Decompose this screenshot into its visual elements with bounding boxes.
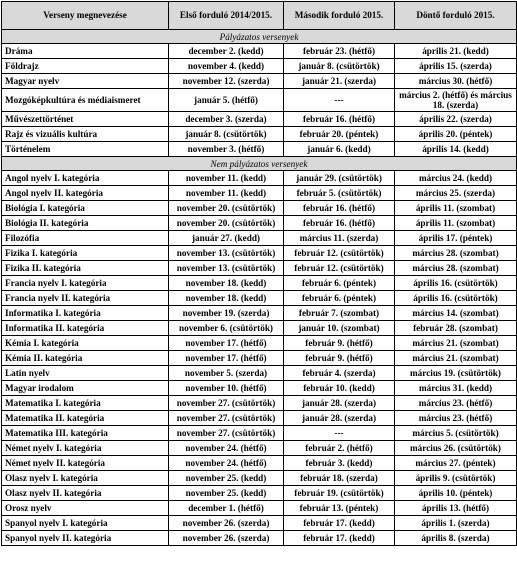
final-round-date-cell: március 28. (szombat) <box>395 246 517 261</box>
second-round-date-cell: január 8. (csütörtök) <box>284 59 395 74</box>
final-round-date-cell: március 19. (csütörtök) <box>395 366 517 381</box>
header-second-round: Második forduló 2015. <box>284 2 395 30</box>
competition-name-cell: Spanyol nyelv II. kategória <box>2 531 169 546</box>
competition-name-cell: Földrajz <box>2 59 169 74</box>
final-round-date-cell: április 15. (szerda) <box>395 59 517 74</box>
final-round-date-cell: április 11. (szombat) <box>395 216 517 231</box>
competition-name-cell: Kémia I. kategória <box>2 336 169 351</box>
table-body <box>2 30 517 546</box>
second-round-date-cell: január 28. (szerda) <box>284 411 395 426</box>
final-round-date-cell: március 24. (kedd) <box>395 171 517 186</box>
second-round-date-cell: február 13. (péntek) <box>284 501 395 516</box>
table-row <box>2 276 517 291</box>
final-round-date-cell: március 21. (szombat) <box>395 351 517 366</box>
first-round-date-cell: január 8. (csütörtök) <box>169 127 284 142</box>
final-round-date-cell: március 5. (csütörtök) <box>395 426 517 441</box>
final-round-date-cell: március 31. (kedd) <box>395 381 517 396</box>
final-round-date-cell: március 23. (hétfő) <box>395 411 517 426</box>
section-header-row <box>2 157 517 171</box>
table-row <box>2 201 517 216</box>
section-header-row <box>2 30 517 44</box>
second-round-date-cell: február 18. (szerda) <box>284 471 395 486</box>
table-row <box>2 112 517 127</box>
competition-name-cell: Német nyelv I. kategória <box>2 441 169 456</box>
table-row <box>2 246 517 261</box>
table-row <box>2 231 517 246</box>
table-row <box>2 59 517 74</box>
competition-name-cell: Francia nyelv II. kategória <box>2 291 169 306</box>
table-row <box>2 306 517 321</box>
table-row <box>2 471 517 486</box>
final-round-date-cell: április 8. (szerda) <box>395 531 517 546</box>
competition-name-cell: Informatika II. kategória <box>2 321 169 336</box>
second-round-date-cell: február 12. (csütörtök) <box>284 246 395 261</box>
final-round-date-cell: április 14. (kedd) <box>395 142 517 157</box>
first-round-date-cell: november 27. (csütörtök) <box>169 396 284 411</box>
table-row <box>2 44 517 59</box>
final-round-date-cell: április 17. (péntek) <box>395 231 517 246</box>
first-round-date-cell: november 5. (szerda) <box>169 366 284 381</box>
table-row <box>2 366 517 381</box>
competition-name-cell: Latin nyelv <box>2 366 169 381</box>
table-row <box>2 186 517 201</box>
table-row <box>2 441 517 456</box>
first-round-date-cell: november 24. (hétfő) <box>169 441 284 456</box>
second-round-date-cell: február 6. (péntek) <box>284 276 395 291</box>
final-round-date-cell: április 10. (péntek) <box>395 486 517 501</box>
competition-name-cell: Matematika I. kategória <box>2 396 169 411</box>
competition-name-cell: Matematika II. kategória <box>2 411 169 426</box>
table-header <box>2 2 517 30</box>
first-round-date-cell: november 12. (szerda) <box>169 74 284 89</box>
table-row <box>2 426 517 441</box>
final-round-date-cell: április 16. (csütörtök) <box>395 291 517 306</box>
first-round-date-cell: november 17. (hétfő) <box>169 336 284 351</box>
final-round-date-cell: március 27. (péntek) <box>395 456 517 471</box>
table-row <box>2 516 517 531</box>
second-round-date-cell: február 5. (csütörtök) <box>284 186 395 201</box>
first-round-date-cell: december 3. (szerda) <box>169 112 284 127</box>
table-row <box>2 261 517 276</box>
first-round-date-cell: november 11. (kedd) <box>169 186 284 201</box>
first-round-date-cell: december 1. (hétfő) <box>169 501 284 516</box>
competition-name-cell: Dráma <box>2 44 169 59</box>
competition-name-cell: Informatika I. kategória <box>2 306 169 321</box>
first-round-date-cell: november 25. (kedd) <box>169 486 284 501</box>
final-round-date-cell: március 28. (szombat) <box>395 261 517 276</box>
second-round-date-cell: február 9. (hétfő) <box>284 336 395 351</box>
competition-name-cell: Matematika III. kategória <box>2 426 169 441</box>
table-row <box>2 216 517 231</box>
table-row <box>2 411 517 426</box>
table-row <box>2 321 517 336</box>
competition-name-cell: Kémia II. kategória <box>2 351 169 366</box>
competition-name-cell: Olasz nyelv I. kategória <box>2 471 169 486</box>
table-row <box>2 486 517 501</box>
second-round-date-cell: február 16. (hétfő) <box>284 216 395 231</box>
final-round-date-cell: február 28. (szombat) <box>395 321 517 336</box>
second-round-date-cell: január 10. (szombat) <box>284 321 395 336</box>
first-round-date-cell: november 19. (szerda) <box>169 306 284 321</box>
first-round-date-cell: november 3. (hétfő) <box>169 142 284 157</box>
table-row <box>2 396 517 411</box>
second-round-date-cell: február 9. (hétfő) <box>284 351 395 366</box>
first-round-date-cell: november 6. (csütörtök) <box>169 321 284 336</box>
table-row <box>2 336 517 351</box>
table-row <box>2 142 517 157</box>
first-round-date-cell: november 18. (kedd) <box>169 276 284 291</box>
first-round-date-cell: november 20. (csütörtök) <box>169 201 284 216</box>
header-row <box>2 2 517 30</box>
final-round-date-cell: április 21. (kedd) <box>395 44 517 59</box>
first-round-date-cell: november 4. (kedd) <box>169 59 284 74</box>
first-round-date-cell: december 2. (kedd) <box>169 44 284 59</box>
competition-name-cell: Fizika I. kategória <box>2 246 169 261</box>
competition-name-cell: Magyar nyelv <box>2 74 169 89</box>
competition-name-cell: Angol nyelv II. kategória <box>2 186 169 201</box>
competition-name-cell: Olasz nyelv II. kategória <box>2 486 169 501</box>
final-round-date-cell: március 2. (hétfő) és március 18. (szerda) <box>395 89 517 112</box>
second-round-date-cell: február 20. (péntek) <box>284 127 395 142</box>
second-round-date-cell: január 6. (kedd) <box>284 142 395 157</box>
second-round-date-cell: január 29. (csütörtök) <box>284 171 395 186</box>
competition-name-cell: Mozgóképkultúra és médiaismeret <box>2 89 169 112</box>
first-round-date-cell: november 24. (hétfő) <box>169 456 284 471</box>
second-round-date-cell: február 2. (hétfő) <box>284 441 395 456</box>
competition-name-cell: Rajz és vizuális kultúra <box>2 127 169 142</box>
final-round-date-cell: március 23. (hétfő) <box>395 396 517 411</box>
competition-name-cell: Biológia II. kategória <box>2 216 169 231</box>
section-title: Nem pályázatos versenyek <box>2 157 517 171</box>
final-round-date-cell: április 13. (hétfő) <box>395 501 517 516</box>
second-round-date-cell: február 17. (kedd) <box>284 531 395 546</box>
first-round-date-cell: január 5. (hétfő) <box>169 89 284 112</box>
first-round-date-cell: november 25. (kedd) <box>169 471 284 486</box>
table-row <box>2 74 517 89</box>
competition-name-cell: Francia nyelv I. kategória <box>2 276 169 291</box>
competition-name-cell: Magyar irodalom <box>2 381 169 396</box>
table-row <box>2 501 517 516</box>
second-round-date-cell: február 4. (szerda) <box>284 366 395 381</box>
header-competition-name: Verseny megnevezése <box>2 2 169 30</box>
competition-schedule-table <box>1 1 517 546</box>
final-round-date-cell: április 20. (péntek) <box>395 127 517 142</box>
second-round-date-cell: február 3. (kedd) <box>284 456 395 471</box>
table-row <box>2 127 517 142</box>
final-round-date-cell: április 16. (csütörtök) <box>395 276 517 291</box>
second-round-date-cell: március 11. (szerda) <box>284 231 395 246</box>
second-round-date-cell: január 28. (szerda) <box>284 396 395 411</box>
second-round-date-cell: február 7. (szombat) <box>284 306 395 321</box>
header-first-round: Első forduló 2014/2015. <box>169 2 284 30</box>
competition-name-cell: Spanyol nyelv I. kategória <box>2 516 169 531</box>
table-row <box>2 381 517 396</box>
final-round-date-cell: március 25. (szerda) <box>395 186 517 201</box>
first-round-date-cell: november 20. (csütörtök) <box>169 216 284 231</box>
second-round-date-cell: február 12. (csütörtök) <box>284 261 395 276</box>
section-title: Pályázatos versenyek <box>2 30 517 44</box>
final-round-date-cell: április 11. (szombat) <box>395 201 517 216</box>
first-round-date-cell: november 27. (csütörtök) <box>169 426 284 441</box>
competition-name-cell: Történelem <box>2 142 169 157</box>
competition-name-cell: Filozófia <box>2 231 169 246</box>
table-row <box>2 89 517 112</box>
first-round-date-cell: január 27. (kedd) <box>169 231 284 246</box>
final-round-date-cell: március 26. (csütörtök) <box>395 441 517 456</box>
first-round-date-cell: november 26. (szerda) <box>169 516 284 531</box>
first-round-date-cell: november 18. (kedd) <box>169 291 284 306</box>
competition-name-cell: Német nyelv II. kategória <box>2 456 169 471</box>
second-round-date-cell: február 23. (hétfő) <box>284 44 395 59</box>
final-round-date-cell: április 1. (szerda) <box>395 516 517 531</box>
final-round-date-cell: április 22. (szerda) <box>395 112 517 127</box>
final-round-date-cell: március 21. (szombat) <box>395 336 517 351</box>
competition-name-cell: Angol nyelv I. kategória <box>2 171 169 186</box>
first-round-date-cell: november 13. (csütörtök) <box>169 261 284 276</box>
final-round-date-cell: április 9. (csütörtök) <box>395 471 517 486</box>
second-round-date-cell: --- <box>284 89 395 112</box>
competition-name-cell: Fizika II. kategória <box>2 261 169 276</box>
second-round-date-cell: február 17. (kedd) <box>284 516 395 531</box>
second-round-date-cell: február 19. (csütörtök) <box>284 486 395 501</box>
competition-name-cell: Orosz nyelv <box>2 501 169 516</box>
table-row <box>2 531 517 546</box>
competition-name-cell: Művészettörténet <box>2 112 169 127</box>
header-final-round: Döntő forduló 2015. <box>395 2 517 30</box>
competition-name-cell: Biológia I. kategória <box>2 201 169 216</box>
first-round-date-cell: november 10. (hétfő) <box>169 381 284 396</box>
second-round-date-cell: január 21. (szerda) <box>284 74 395 89</box>
first-round-date-cell: november 13. (csütörtök) <box>169 246 284 261</box>
table-row <box>2 291 517 306</box>
second-round-date-cell: február 16. (hétfő) <box>284 201 395 216</box>
second-round-date-cell: február 10. (kedd) <box>284 381 395 396</box>
table-row <box>2 456 517 471</box>
second-round-date-cell: február 6. (péntek) <box>284 291 395 306</box>
first-round-date-cell: november 11. (kedd) <box>169 171 284 186</box>
first-round-date-cell: november 27. (csütörtök) <box>169 411 284 426</box>
second-round-date-cell: február 16. (hétfő) <box>284 112 395 127</box>
second-round-date-cell: --- <box>284 426 395 441</box>
final-round-date-cell: március 14. (szombat) <box>395 306 517 321</box>
first-round-date-cell: november 17. (hétfő) <box>169 351 284 366</box>
first-round-date-cell: november 26. (szerda) <box>169 531 284 546</box>
final-round-date-cell: március 30. (hétfő) <box>395 74 517 89</box>
table-row <box>2 351 517 366</box>
table-row <box>2 171 517 186</box>
